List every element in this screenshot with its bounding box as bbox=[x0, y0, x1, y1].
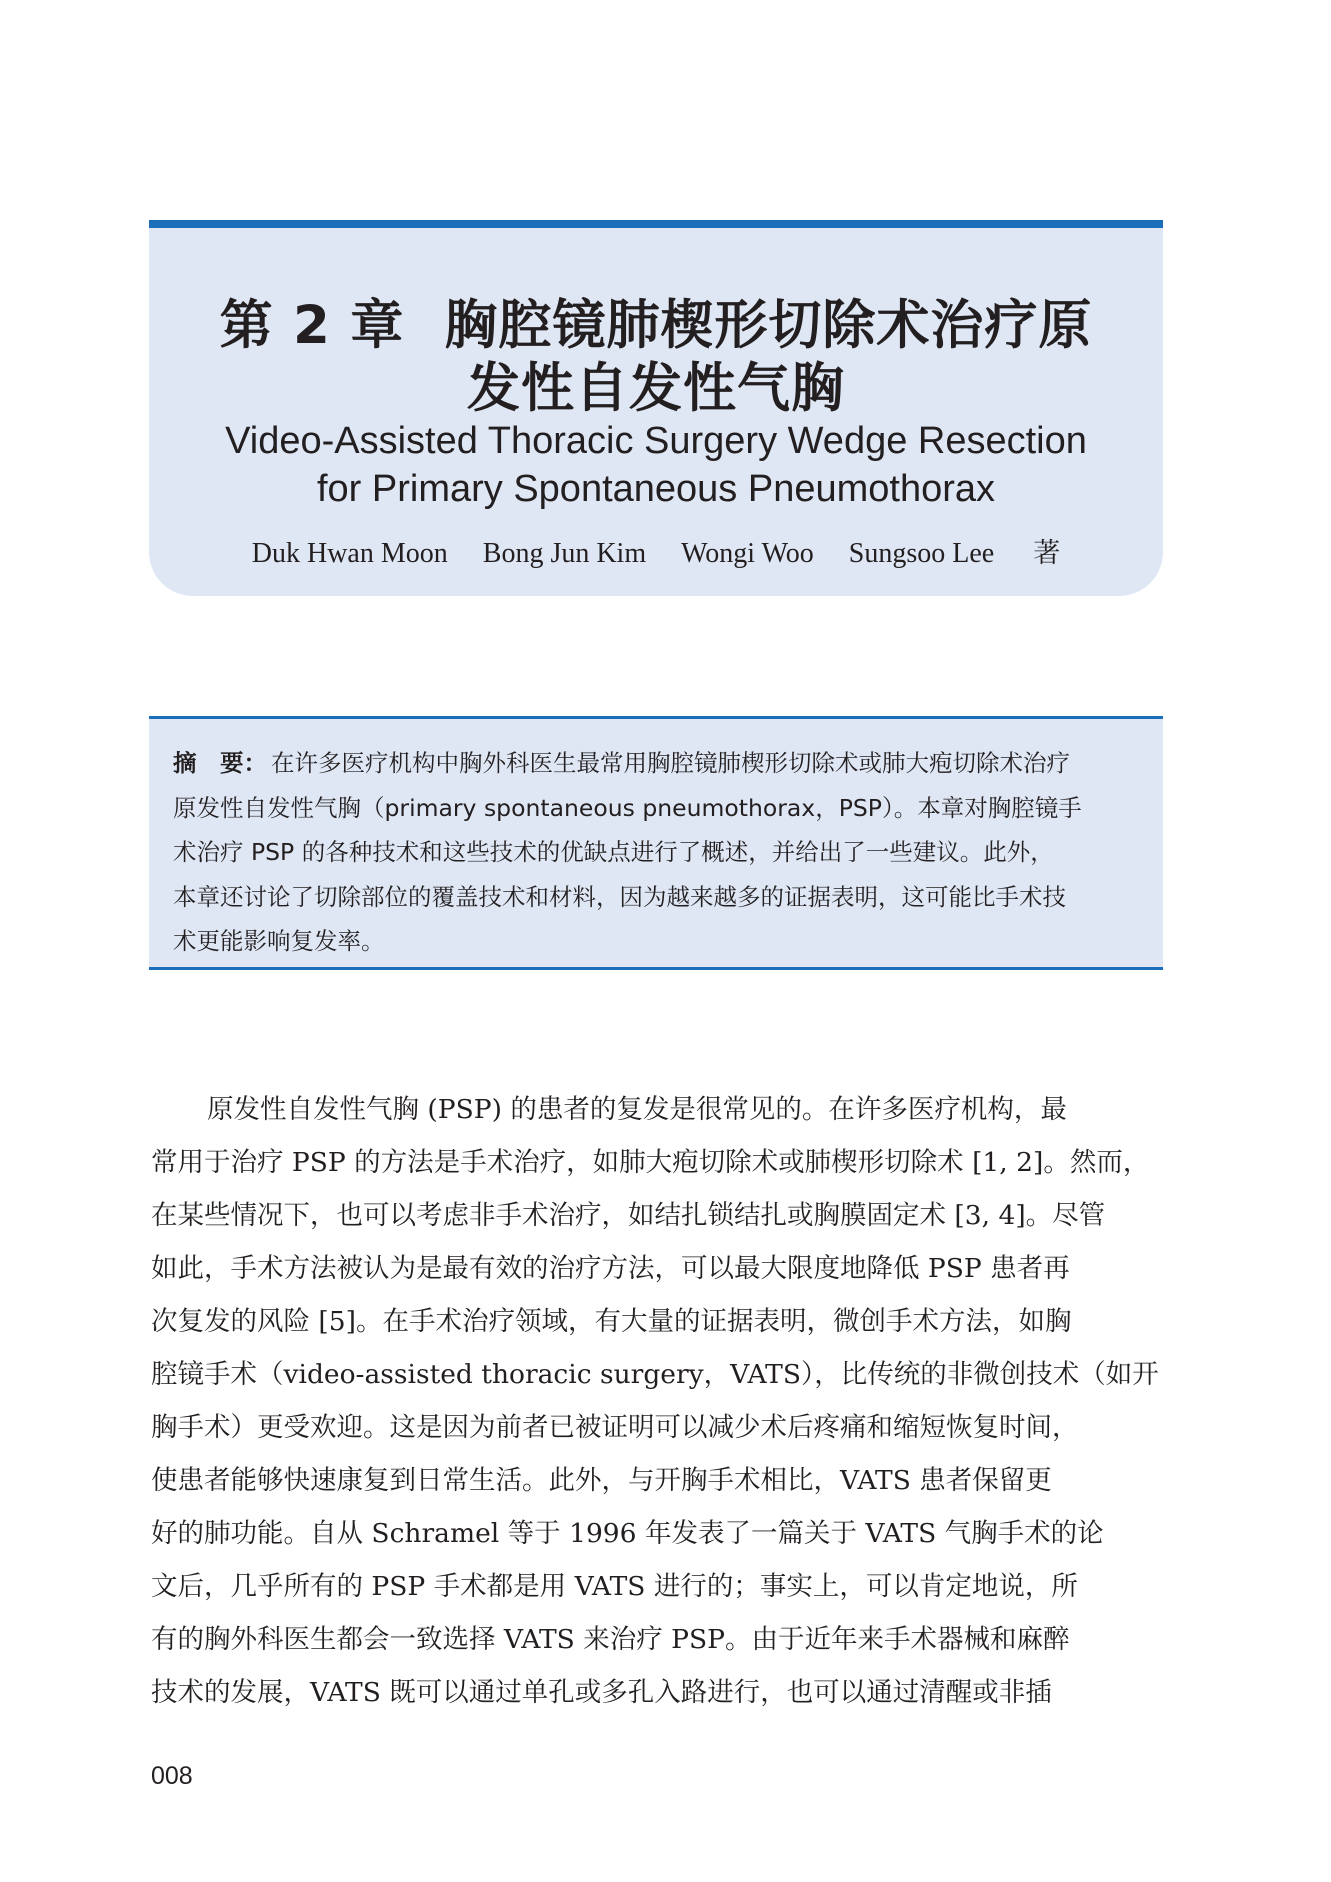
body-line: 文后，几乎所有的 PSP 手术都是用 VATS 进行的；事实上，可以肯定地说，所 bbox=[151, 1571, 1078, 1602]
chapter-title-box bbox=[149, 220, 1163, 596]
body-line: 胸手术）更受欢迎。这是因为前者已被证明可以减少术后疼痛和缩短恢复时间， bbox=[151, 1412, 1079, 1443]
body-line: 次复发的风险 [5]。在手术治疗领域，有大量的证据表明，微创手术方法，如胸 bbox=[151, 1306, 1072, 1337]
page-number: 008 bbox=[151, 1762, 193, 1790]
body-line: 原发性自发性气胸 (PSP) 的患者的复发是很常见的。在许多医疗机构，最 bbox=[207, 1094, 1067, 1125]
chapter-number: 第 2 章 bbox=[219, 295, 405, 356]
abstract-line: 摘 要： 在许多医疗机构中胸外科医生最常用胸腔镜肺楔形切除术或肺大疱切除术治疗 bbox=[173, 749, 1070, 777]
body-line: 技术的发展，VATS 既可以通过单孔或多孔入路进行，也可以通过清醒或非插 bbox=[151, 1677, 1052, 1708]
abstract-line: 术治疗 PSP 的各种技术和这些技术的优缺点进行了概述，并给出了一些建议。此外， bbox=[173, 838, 1054, 866]
body-line: 腔镜手术（video-assisted thoracic surgery，VATS），比传统的非微创技术（如开 bbox=[151, 1359, 1159, 1390]
body-line: 如此，手术方法被认为是最有效的治疗方法，可以最大限度地降低 PSP 患者再 bbox=[151, 1253, 1070, 1284]
chapter-title-zh-1: 胸腔镜肺楔形切除术治疗原 bbox=[444, 295, 1093, 356]
body-line: 有的胸外科医生都会一致选择 VATS 来治疗 PSP。由于近年来手术器械和麻醉 bbox=[151, 1624, 1070, 1655]
author: Duk Hwan Moon bbox=[251, 538, 448, 569]
body-line: 使患者能够快速康复到日常生活。此外，与开胸手术相比，VATS 患者保留更 bbox=[151, 1465, 1052, 1496]
abstract-box bbox=[149, 716, 1163, 970]
abstract-label: 摘 要： bbox=[173, 749, 267, 777]
author: Bong Jun Kim bbox=[482, 538, 647, 569]
body-line: 在某些情况下，也可以考虑非手术治疗，如结扎锁结扎或胸膜固定术 [3, 4]。尽管 bbox=[151, 1200, 1106, 1231]
author-suffix: 著 bbox=[1033, 538, 1061, 569]
body-text bbox=[151, 1083, 1161, 1719]
chapter-title-line-2: 发性自发性气胸 bbox=[467, 358, 845, 419]
body-line: 常用于治疗 PSP 的方法是手术治疗，如肺大疱切除术或肺楔形切除术 [1, 2]。然而， bbox=[151, 1147, 1150, 1178]
abstract-line: 本章还讨论了切除部位的覆盖技术和材料，因为越来越多的证据表明，这可能比手术技 bbox=[173, 882, 1066, 911]
abstract-line: 术更能影响复发率。 bbox=[173, 927, 385, 955]
english-title-line-1: Video-Assisted Thoracic Surgery Wedge Resection bbox=[225, 420, 1087, 462]
author: Wongi Woo bbox=[681, 538, 814, 569]
abstract-line: 原发性自发性气胸（primary spontaneous pneumothorax，PSP）。本章对胸腔镜手 bbox=[173, 793, 1082, 822]
authors bbox=[149, 531, 1163, 570]
author: Sungsoo Lee bbox=[848, 538, 995, 569]
english-title-line-2: for Primary Spontaneous Pneumothorax bbox=[316, 468, 996, 510]
body-line: 好的肺功能。自从 Schramel 等于 1996 年发表了一篇关于 VATS 气胸手术的论 bbox=[151, 1518, 1104, 1549]
